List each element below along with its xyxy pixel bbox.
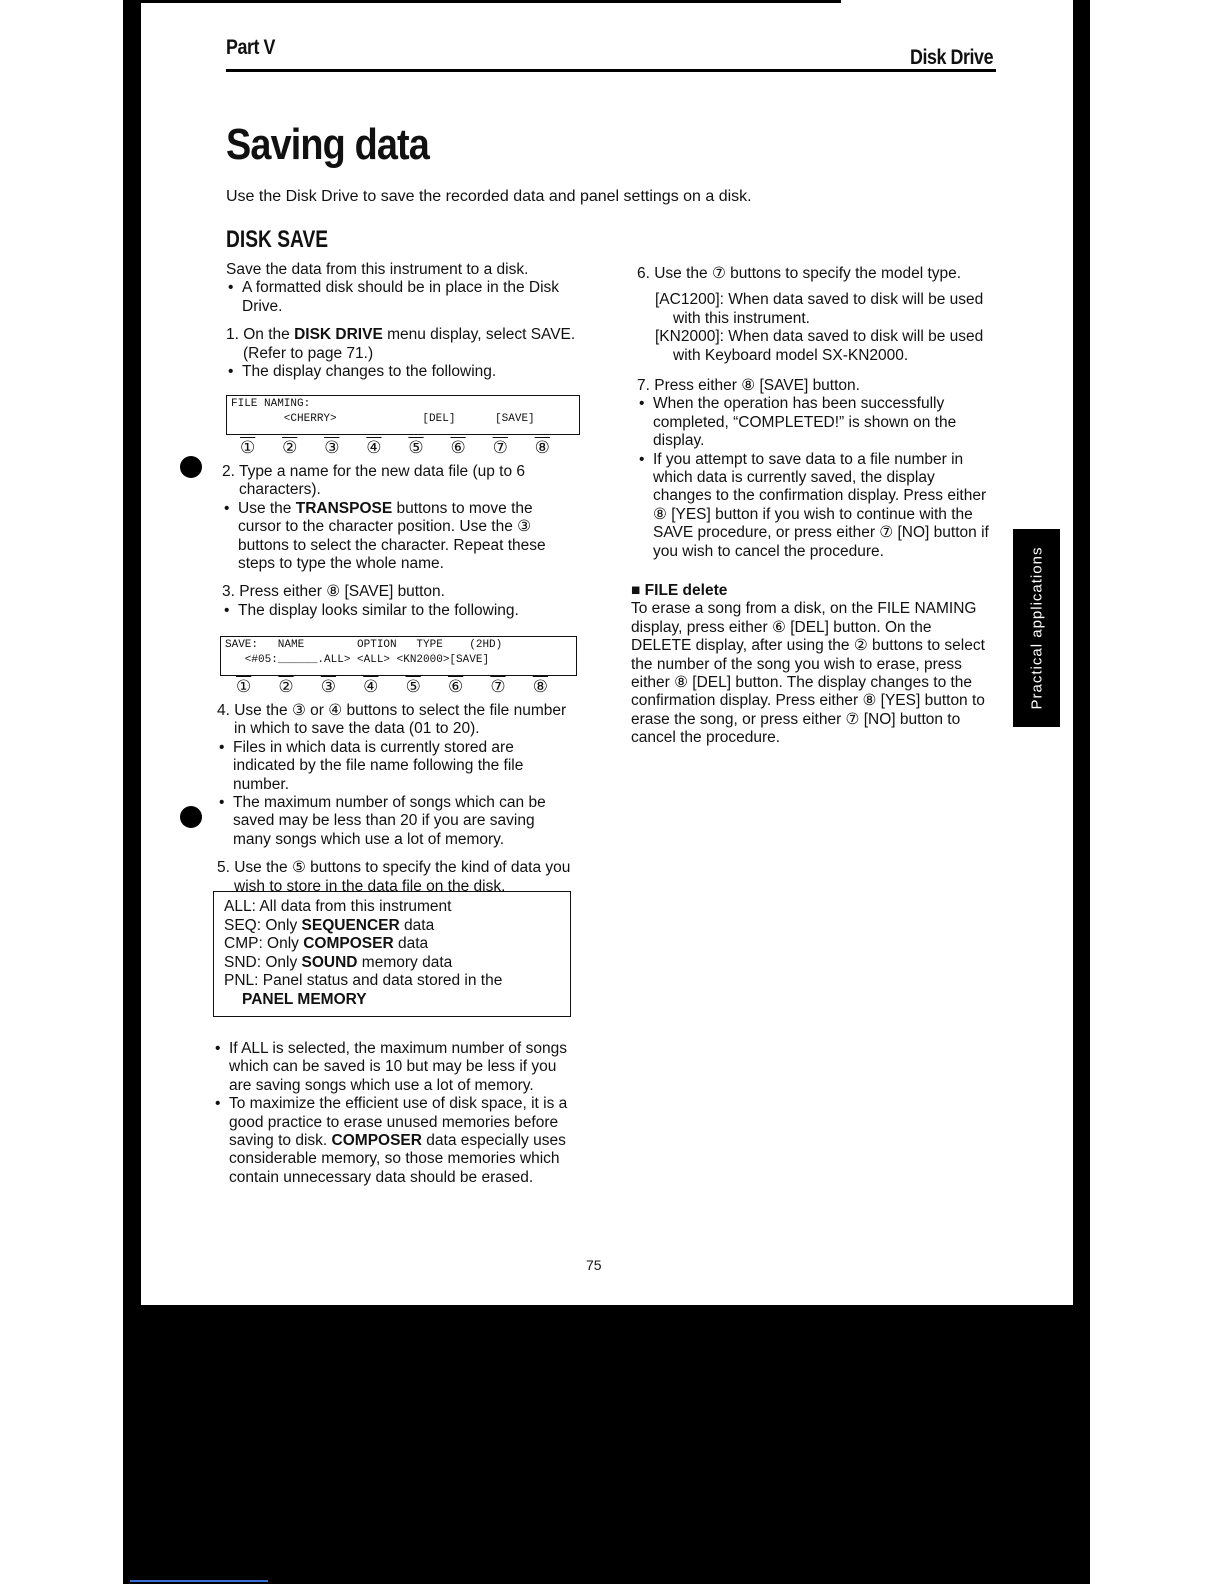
scan-bottom-area: [123, 1305, 1090, 1584]
lcd-file-naming: [226, 395, 580, 435]
binder-hole: [180, 456, 202, 478]
header-section: Disk Drive: [910, 46, 994, 69]
lcd-line-2: <CHERRY> [DEL] [SAVE]: [231, 413, 535, 425]
model-ac1200: [AC1200]: When data saved to disk will be used with this instrument.: [655, 291, 984, 327]
type-all: ALL: All data from this instrument: [224, 898, 452, 915]
type-seq: SEQ: Only SEQUENCER data: [224, 916, 435, 934]
header-part: Part V: [226, 36, 276, 59]
step-1: 1. On the DISK DRIVE menu display, select SAVE. (Refer to page 71.): [226, 326, 576, 362]
model-kn2000: [KN2000]: When data saved to disk will be used with Keyboard model SX-KN2000.: [655, 328, 984, 364]
right-column: [637, 265, 993, 561]
binder-hole: [180, 806, 202, 828]
scan-margin-right: [1090, 0, 1224, 1584]
header-rule: [226, 69, 996, 72]
file-delete-section: [631, 582, 989, 748]
type-cmp: CMP: Only COMPOSER data: [224, 935, 429, 952]
left-column-2: [222, 463, 580, 620]
page-number: 75: [586, 1257, 602, 1273]
left-column: [226, 261, 582, 381]
type-pnl-bold: PANEL MEMORY: [242, 990, 367, 1008]
step-5: 5. Use the ⑤ buttons to specify the kind of data you wish to store in the data file on the disk.: [217, 859, 571, 895]
lcd-line-1: FILE NAMING:: [231, 398, 311, 410]
button-number: ⑥: [447, 677, 464, 696]
lcd-line-2: <#05:______.ALL> <ALL> <KN2000>[SAVE]: [225, 654, 490, 666]
page-title: Saving data: [226, 120, 429, 169]
button-number: ②: [282, 438, 298, 457]
button-number: ⑦: [492, 438, 508, 457]
scan-edge-left: [123, 0, 141, 1584]
bullet: • A formatted disk should be in place in the Disk Drive.: [226, 279, 582, 316]
side-tab: [1013, 529, 1060, 727]
scan-margin-left: [0, 0, 123, 1584]
bullet: • To maximize the efficient use of disk space, it is a good practice to erase unused memories before saving to disk. COMPOSER data especially uses considerable memory, so those memories which contain unnecessary data should be erased.: [213, 1095, 571, 1187]
button-number: ④: [366, 438, 382, 457]
button-number: ③: [324, 438, 340, 457]
left-column-3: [217, 702, 575, 896]
button-number: ④: [363, 677, 379, 696]
intro-text: Use the Disk Drive to save the recorded data and panel settings on a disk.: [226, 188, 752, 205]
bullet: • Use the TRANSPOSE buttons to move the cursor to the character position. Use the ③ buttons to select the character. Repeat these steps to type the whole name.: [222, 500, 580, 574]
button-number: ⑧: [532, 677, 548, 696]
button-number-row: [236, 677, 548, 697]
step-3: 3. Press either ⑧ [SAVE] button.: [222, 583, 445, 601]
side-tab-label: Practical applications: [1028, 546, 1045, 710]
button-number: ⑤: [408, 438, 424, 457]
button-number: ①: [240, 438, 256, 457]
file-delete-heading: ■ FILE delete: [631, 582, 728, 599]
button-number: ⑧: [534, 438, 550, 457]
bullet: • The maximum number of songs which can be saved may be less than 20 if you are saving many songs which use a lot of memory.: [217, 794, 575, 849]
button-number: ③: [320, 677, 337, 696]
button-number: ⑦: [490, 677, 506, 696]
file-delete-text: To erase a song from a disk, on the FILE NAMING display, press either ⑥ [DEL] button. On the DELETE display, after using the ② buttons to select the number of the song you wish to erase, press either ⑧ [DEL] button. The display changes to the confirmation display. Press either ⑧ [YES] button to erase the song, or press either ⑦ [NO] button to cancel the procedure.: [631, 600, 985, 747]
step-6: 6. Use the ⑦ buttons to specify the model type.: [637, 265, 962, 282]
button-number: ⑤: [405, 677, 421, 696]
type-snd: SND: Only SOUND memory data: [224, 953, 453, 971]
bullet: • Files in which data is currently stored are indicated by the file name following the file number.: [217, 739, 575, 794]
type-pnl: PNL: Panel status and data stored in the: [224, 972, 503, 989]
bullet: • If you attempt to save data to a file number in which data is currently saved, the display changes to the confirmation display. Press either ⑧ [YES] button if you wish to continue with the SAVE procedure, or press either ⑦ [NO] button if you wish to cancel the procedure.: [637, 451, 993, 561]
bullet: • The display looks similar to the following.: [222, 602, 580, 620]
button-number: ①: [236, 677, 252, 696]
bullet: • If ALL is selected, the maximum number of songs which can be saved is 10 but may be less if you are saving songs which use a lot of memory.: [213, 1040, 571, 1095]
bullet: • The display changes to the following.: [226, 363, 582, 381]
scan-edge-top: [141, 0, 841, 3]
step-2: 2. Type a name for the new data file (up to 6 characters).: [222, 463, 526, 499]
button-number: ②: [278, 677, 294, 696]
button-number: ⑥: [450, 438, 466, 457]
step-7: 7. Press either ⑧ [SAVE] button.: [637, 377, 860, 395]
lcd-save: [220, 636, 577, 676]
lcd-line-1: SAVE: NAME OPTION TYPE (2HD): [225, 639, 503, 651]
scan-edge-right: [1073, 0, 1090, 1584]
bullet: • When the operation has been successfully completed, “COMPLETED!” is shown on the display.: [637, 395, 993, 450]
button-number-row: [240, 438, 550, 458]
link-underline: [130, 1580, 268, 1582]
data-type-box: [213, 891, 571, 1017]
section-heading: DISK SAVE: [226, 226, 329, 253]
step-4: 4. Use the ③ or ④ buttons to select the file number in which to save the data (01 to 20).: [217, 702, 567, 738]
left-column-4: [213, 1040, 571, 1187]
paragraph: Save the data from this instrument to a disk.: [226, 261, 529, 278]
